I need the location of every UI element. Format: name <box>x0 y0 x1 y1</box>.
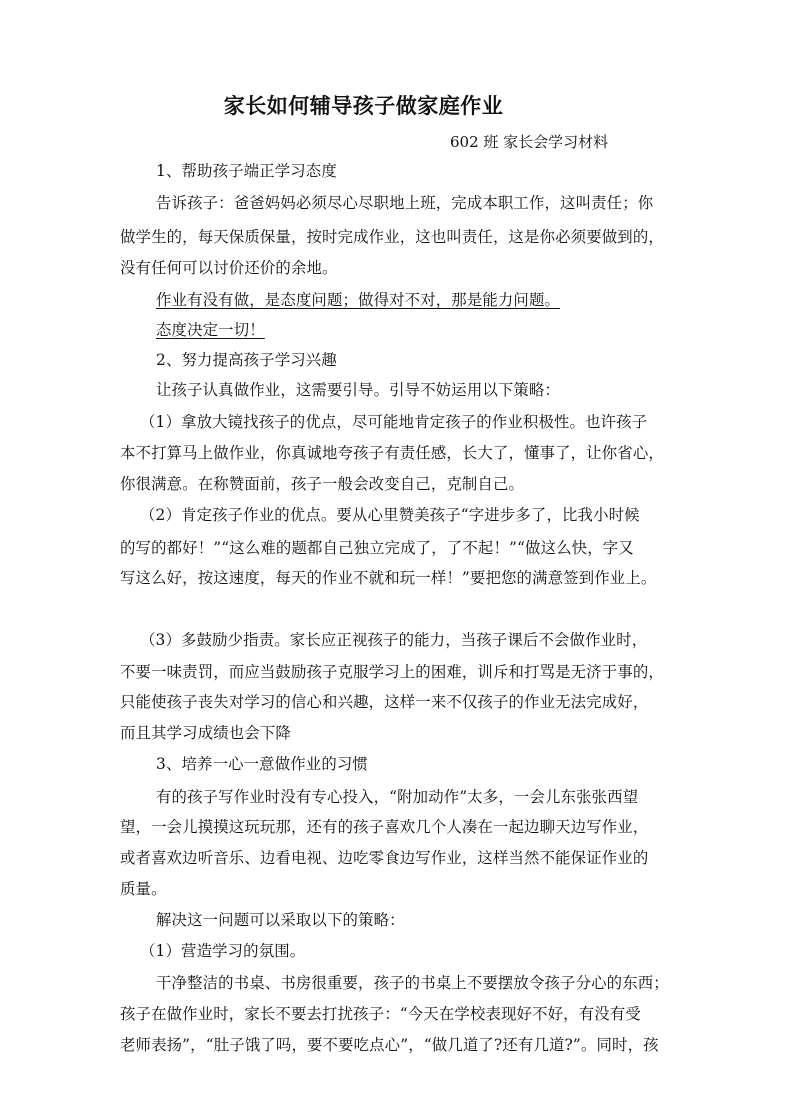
paragraph-line: （1）拿放大镜找孩子的优点，尽可能地肯定孩子的作业积极性。也许孩子 <box>140 413 648 431</box>
document-subtitle: 602 班 家长会学习材料 <box>450 133 609 151</box>
paragraph-line: 让孩子认真做作业，这需要引导。引导不妨运用以下策略： <box>156 381 561 399</box>
paragraph-line: 或者喜欢边听音乐、边看电视、边吃零食边写作业，这样当然不能保证作业的 <box>120 849 649 867</box>
paragraph-line: 干净整洁的书桌、书房很重要，孩子的书桌上不要摆放令孩子分心的东西； <box>156 974 669 992</box>
paragraph-line: 的写的都好！”“这么难的题都自己独立完成了，了不起！”“做这么快，字又 <box>120 539 634 557</box>
document-title: 家长如何辅导孩子做家庭作业 <box>223 94 504 118</box>
paragraph-line: 质量。 <box>120 880 167 898</box>
paragraph-line: 有的孩子写作业时没有专心投入，“附加动作”太多，一会儿东张张西望 <box>156 788 639 806</box>
underlined-line: 作业有没有做，是态度问题；做得对不对，那是能力问题。 <box>156 291 561 309</box>
paragraph-line: 告诉孩子：爸爸妈妈必须尽心尽职地上班，完成本职工作，这叫责任；你 <box>156 194 654 212</box>
paragraph-line: （2）肯定孩子作业的优点。要从心里赞美孩子“字进步多了，比我小时候 <box>140 506 640 524</box>
section-heading: 2、努力提高孩子学习兴趣 <box>156 351 337 369</box>
paragraph-line: 而且其学习成绩也会下降 <box>120 724 291 742</box>
paragraph-line: 孩子在做作业时，家长不要去打扰孩子：“今天在学校表现好不好，有没有受 <box>120 1005 641 1023</box>
section-heading: 3、培养一心一意做作业的习惯 <box>156 755 368 773</box>
paragraph-line: 写这么好，按这速度，每天的作业不就和玩一样！”要把您的满意签到作业上。 <box>120 569 657 587</box>
paragraph-line: 你很满意。在称赞面前，孩子一般会改变自己，克制自己。 <box>120 475 525 493</box>
paragraph-line: 本不打算马上做作业，你真诚地夸孩子有责任感，长大了，懂事了，让你省心， <box>120 444 664 462</box>
paragraph-line: 解决这一问题可以采取以下的策略： <box>156 911 405 929</box>
paragraph-line: 做学生的，每天保质保量，按时完成作业，这也叫责任，这是你必须要做到的， <box>120 228 664 246</box>
paragraph-line: 不要一味责罚，而应当鼓励孩子克服学习上的困难，训斥和打骂是无济于事的， <box>120 663 664 681</box>
paragraph-line: 没有任何可以讨价还价的余地。 <box>120 259 338 277</box>
section-heading: 1、帮助孩子端正学习态度 <box>156 162 337 180</box>
paragraph-line: 望，一会儿摸摸这玩玩那，还有的孩子喜欢几个人凑在一起边聊天边写作业， <box>120 818 649 836</box>
paragraph-line: 只能使孩子丧失对学习的信心和兴趣，这样一来不仅孩子的作业无法完成好， <box>120 693 649 711</box>
paragraph-line: （1）营造学习的氛围。 <box>140 942 306 960</box>
paragraph-line: 老师表扬”，“肚子饿了吗，要不要吃点心”，“做几道了?还有几道?”。同时，孩 <box>120 1036 659 1054</box>
paragraph-line: （3）多鼓励少指责。家长应正视孩子的能力，当孩子课后不会做作业时， <box>140 631 648 649</box>
underlined-line: 态度决定一切！ <box>156 321 265 339</box>
